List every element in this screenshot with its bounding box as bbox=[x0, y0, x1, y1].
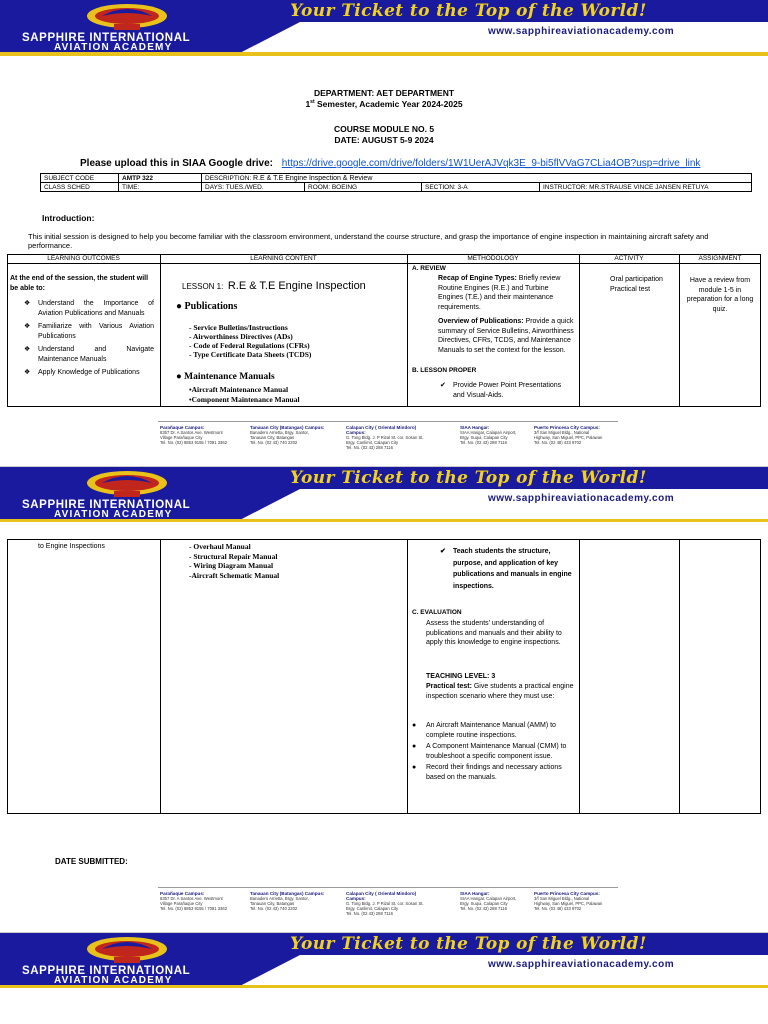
header-assignment: ASSIGNMENT bbox=[698, 255, 742, 262]
header-outcomes: LEARNING OUTCOMES bbox=[47, 255, 120, 262]
academy-logo-icon bbox=[84, 469, 170, 499]
check-icon: ✔ bbox=[440, 548, 446, 555]
bullet-icon: ● bbox=[176, 301, 183, 312]
module-number: COURSE MODULE NO. 5 bbox=[333, 124, 435, 134]
list-item: ❖ Understand the Importance of Aviation Publications and Manuals bbox=[22, 299, 154, 318]
outcomes-continued: to Engine Inspections bbox=[38, 543, 105, 550]
practical-test-text: Practical test: Give students a practical engine inspection scenario where they must use: bbox=[426, 683, 574, 700]
upload-instruction: Please upload this in SIAA Google drive: https://drive.google.com/drive/folders/1W1UerAJVqk3E_9-bi5flVVaG7CLia4OB?usp=drive_link bbox=[80, 158, 701, 169]
evaluation-list bbox=[412, 721, 576, 782]
intro-heading: Introduction: bbox=[42, 213, 95, 223]
semester-line: 1st Semester, Academic Year 2024-2025 bbox=[305, 99, 463, 109]
campus-tanauan: Tanauan City (Batangas) Campus: Banadero Arrietta, Brgy. Santor, Tanauan City, Batangas Tel. No. (02 43) 740 2202 bbox=[250, 425, 325, 445]
teaching-level: TEACHING LEVEL: 3 bbox=[426, 673, 496, 680]
drive-link[interactable]: https://drive.google.com/drive/folders/1W1UerAJVqk3E_9-bi5flVVaG7CLia4OB?usp=drive_link bbox=[281, 158, 701, 169]
instructor-cell: INSTRUCTOR: MR.STRAUSE VINCE JANSEN RETUYA bbox=[540, 183, 752, 192]
academy-name-line1: SAPPHIRE INTERNATIONAL bbox=[22, 499, 191, 511]
method-lesson-item: ✔ Provide Power Point Presentations and Visual-Aids. bbox=[440, 382, 562, 399]
manuals-list-part1: •Aircraft Maintenance Manual •Component Maintenance Manual bbox=[189, 385, 300, 404]
subject-code: AMTP 322 bbox=[119, 174, 202, 183]
time-cell: TIME: bbox=[119, 183, 202, 192]
lesson-title: LESSON 1: R.E & T.E Engine Inspection bbox=[182, 280, 366, 292]
academy-logo-icon bbox=[84, 2, 170, 32]
check-icon: ✔ bbox=[440, 382, 446, 389]
header-content: LEARNING CONTENT bbox=[250, 255, 317, 262]
academy-name-line2: AVIATION ACADEMY bbox=[54, 509, 173, 520]
method-lesson-proper: B. LESSON PROPER bbox=[412, 367, 477, 374]
method-review: A. REVIEW bbox=[412, 265, 446, 272]
method-lesson-item2: ✔ Teach students the structure, purpose, and application of key publications and manuals in engine inspections. bbox=[440, 548, 572, 590]
bullet-icon: ● bbox=[412, 764, 417, 771]
tagline: Your Ticket to the Top of the World! bbox=[290, 1, 647, 21]
manuals-list-part2: - Overhaul Manual - Structural Repair Manual - Wiring Diagram Manual -Aircraft Schematic Manual bbox=[189, 542, 280, 580]
campus-hangar: SIAA Hangar: SIAA Hangar, Calapan Airport, Brgy. Suqui, Calapan City Tel. No. (02 43) 288 7116 bbox=[460, 891, 517, 911]
recap-text: Recap of Engine Types: Briefly review Routine Engines (R.E.) and Turbine Engines (T.E.) and their maintenance requirements. bbox=[438, 275, 561, 311]
list-item: ❖ Understand and Navigate Maintenance Manuals bbox=[22, 345, 154, 364]
lesson-table-continued bbox=[7, 539, 761, 814]
room-cell: ROOM: BOEING bbox=[305, 183, 422, 192]
tagline: Your Ticket to the Top of the World! bbox=[290, 468, 647, 488]
campus-calapan: Calapan City ( Oriental Mindoro) Campus: G. Tong Bldg. J. P Rizal St. cor. Sosan St. Brgy. Canlimit, Calapan City Tel. No. (02 43) 288 7116 bbox=[346, 891, 424, 916]
list-item: ● Record their findings and necessary actions based on the manuals. bbox=[412, 764, 562, 781]
intro-text: This initial session is designed to help you become familiar with the classroom environment, understand the course structure, and grasp the importance of engine inspection in maintaining aircraft safety and performance. bbox=[28, 232, 709, 250]
academy-name-line2: AVIATION ACADEMY bbox=[54, 42, 173, 53]
header-methodology: METHODOLOGY bbox=[467, 255, 519, 262]
campus-footer bbox=[158, 887, 618, 915]
header-activity: ACTIVITY bbox=[614, 255, 644, 262]
tagline: Your Ticket to the Top of the World! bbox=[290, 934, 647, 954]
assignment-text: Have a review from module 1-5 in preparation for a long quiz. bbox=[686, 277, 754, 313]
publications-list: - Service Bulletins/Instructions - Airworthiness Directives (ADs) - Code of Federal Regulations (CFRs) - Type Certificate Data Sheets (TCDS) bbox=[189, 323, 312, 359]
method-evaluation: C. EVALUATION bbox=[412, 609, 462, 616]
academy-logo-icon bbox=[84, 935, 170, 965]
website-url[interactable]: www.sapphireaviationacademy.com bbox=[488, 959, 675, 970]
date-submitted: DATE SUBMITTED: bbox=[55, 857, 128, 866]
campus-paranaque: Parañaque Campus: 8357 Dr. A Santos Ave. Westmont Village Parañaque City Tel. No. (02) 8853 9155 / 7091 3362 bbox=[160, 425, 228, 445]
manuals-heading: ● Maintenance Manuals bbox=[176, 372, 275, 382]
academy-name-line1: SAPPHIRE INTERNATIONAL bbox=[22, 965, 191, 977]
bullet-icon: ● bbox=[412, 743, 417, 750]
module-date: DATE: AUGUST 5-9 2024 bbox=[334, 135, 434, 145]
page-header-banner bbox=[0, 466, 768, 522]
website-url[interactable]: www.sapphireaviationacademy.com bbox=[488, 493, 675, 504]
list-item: ● An Aircraft Maintenance Manual (AMM) to complete routine inspections. bbox=[412, 722, 556, 739]
overview-text: Overview of Publications: Provide a quick summary of Service Bulletins, Airworthiness Directives, CFRs, TCDS, and Maintenance Manuals to set the context for the lesson. bbox=[438, 318, 574, 354]
days-cell: DAYS: TUES./WED. bbox=[202, 183, 305, 192]
course-info-table bbox=[40, 173, 752, 192]
page-header-banner bbox=[0, 0, 768, 56]
campus-paranaque: Parañaque Campus: 8357 Dr. A Santos Ave. Westmont Village Parañaque City Tel. No. (02) 8853 9155 / 7091 3362 bbox=[160, 891, 228, 911]
campus-tanauan: Tanauan City (Batangas) Campus: Banadero Arrietta, Brgy. Santor, Tanauan City, Batangas Tel. No. (02 43) 740 2202 bbox=[250, 891, 325, 911]
campus-puerto-princesa: Puerto Princesa City Campus: 3/f San Miguel Bldg., National Highway, San Miguel, PPC, Palawan Tel. No. (02 48) 433 9702 bbox=[534, 425, 603, 445]
academy-name-line2: AVIATION ACADEMY bbox=[54, 975, 173, 986]
list-item: ❖ Apply Knowledge of Publications bbox=[22, 368, 154, 378]
academy-name-line1: SAPPHIRE INTERNATIONAL bbox=[22, 32, 191, 44]
bullet-icon: ● bbox=[412, 722, 417, 729]
department-line: DEPARTMENT: AET DEPARTMENT bbox=[313, 88, 455, 98]
website-url[interactable]: www.sapphireaviationacademy.com bbox=[488, 26, 675, 37]
campus-footer bbox=[158, 421, 618, 449]
section-cell: SECTION: 3-A bbox=[422, 183, 540, 192]
publications-heading: ● Publications bbox=[176, 301, 238, 312]
activity-list: Oral participation Practical test bbox=[610, 276, 663, 293]
evaluation-text: Assess the students' understanding of publications and manuals and their ability to apply this knowledge to engine inspections. bbox=[426, 620, 562, 646]
class-sched-label: CLASS SCHED bbox=[41, 183, 119, 192]
campus-calapan: Calapan City ( Oriental Mindoro) Campus: G. Tong Bldg. J. P Rizal St. cor. Sosan St. Brgy. Canlimit, Calapan City Tel. No. (02 43) 288 7116 bbox=[346, 425, 424, 450]
bullet-icon: ● bbox=[176, 372, 182, 382]
page-header-banner bbox=[0, 932, 768, 988]
description-cell: DESCRIPTION: R.E & T.E Engine Inspection & Review bbox=[202, 174, 752, 183]
outcomes-intro: At the end of the session, the student will be able to: bbox=[10, 275, 149, 292]
subject-code-label: SUBJECT CODE bbox=[41, 174, 119, 183]
campus-puerto-princesa: Puerto Princesa City Campus: 3/f San Miguel Bldg., National Highway, San Miguel, PPC, Palawan Tel. No. (02 48) 433 9702 bbox=[534, 891, 603, 911]
list-item: ● A Component Maintenance Manual (CMM) to troubleshoot a specific component issue. bbox=[412, 743, 567, 760]
campus-hangar: SIAA Hangar: SIAA Hangar, Calapan Airport, Brgy. Suqui, Calapan City Tel. No. (02 43) 288 7116 bbox=[460, 425, 517, 445]
list-item: ❖ Familiarize with Various Aviation Publications bbox=[22, 322, 154, 341]
outcomes-list bbox=[22, 299, 154, 382]
